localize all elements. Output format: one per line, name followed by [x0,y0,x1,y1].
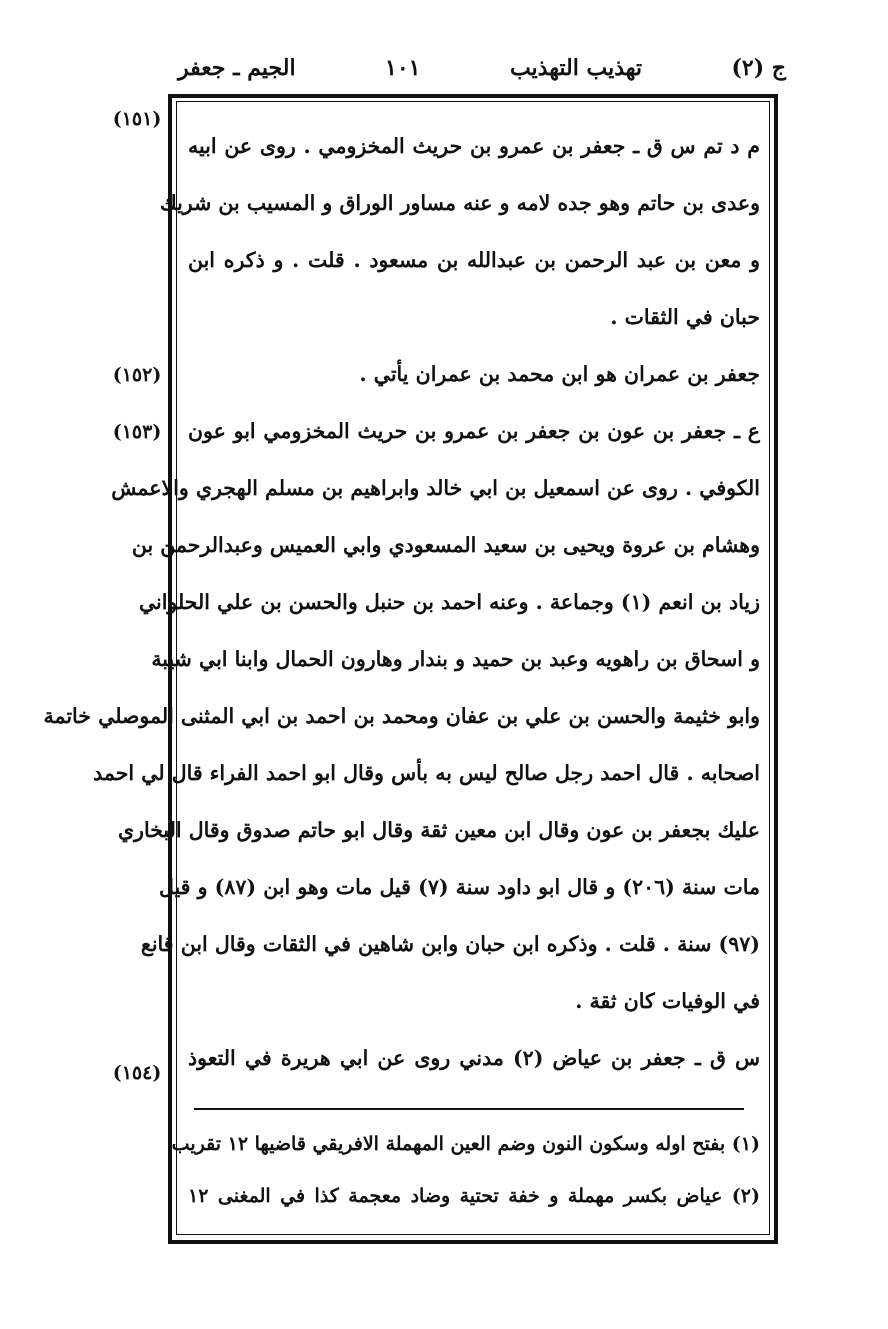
entry-number: (١٥٢) [112,364,162,386]
text-line: م د تم س ق ـ جعفر بن عمرو بن حريث المخزومي . روى عن ابيه [188,134,760,158]
text-line: جعفر بن عمران هو ابن محمد بن عمران يأتي . [359,362,760,386]
entry-number: (١٥٤) [112,1062,162,1084]
footnote: (٢) عياض بكسر مهملة و خفة تحتية وضاد معجمة كذا في المغنى ١٢ [188,1185,760,1207]
book-title: تهذيب التهذيب [509,55,643,81]
section-title: الجيم ـ جعفر [178,55,296,81]
entry-number: (١٥١) [112,108,162,130]
text-line: وابو خثيمة والحسن بن علي بن عفان ومحمد بن احمد بن ابي المثنى الموصلي خاتمة [43,704,760,728]
text-line: و معن بن عبد الرحمن بن عبدالله بن مسعود . قلت . و ذكره ابن [188,248,760,272]
text-line: مات سنة (٢٠٦) و قال ابو داود سنة (٧) قيل مات وهو ابن (٨٧) و قيل [158,875,760,899]
text-line: (٩٧) سنة . قلت . وذكره ابن حبان وابن شاهين في الثقات وقال ابن قانع [140,932,760,956]
volume-label: ج (٢) [731,55,786,81]
page-header [178,48,786,88]
footnotes [171,1118,760,1222]
text-line: اصحابه . قال احمد رجل صالح ليس به بأس وقال ابو احمد الفراء قال لي احمد [93,761,760,785]
footnote: (١) بفتح اوله وسكون النون وضم العين المهملة الافريقي قاضيها ١٢ تقريب [171,1133,760,1155]
text-line: س ق ـ جعفر بن عياض (٢) مدني روى عن ابي هريرة في التعوذ [188,1046,760,1070]
text-line: حبان في الثقات . [610,305,760,329]
page-number: ١٠١ [385,55,421,81]
footnote-divider [194,1108,744,1110]
text-line: وعدى بن حاتم وهو جده لامه و عنه مساور الوراق و المسيب بن شريك [159,191,760,215]
entry-number: (١٥٣) [112,421,162,443]
text-line: وهشام بن عروة ويحيى بن سعيد المسعودي وابي العميس وعبدالرحمن بن [131,533,760,557]
text-line: ع ـ جعفر بن عون بن جعفر بن عمرو بن حريث المخزومي ابو عون [188,419,760,443]
text-line: في الوفيات كان ثقة . [575,989,760,1013]
text-line: عليك بجعفر بن عون وقال ابن معين ثقة وقال ابو حاتم صدوق وقال البخاري [118,818,760,842]
text-line: زياد بن انعم (١) وجماعة . وعنه احمد بن حنبل والحسن بن علي الحلواني [138,590,760,614]
text-line: الكوفي . روى عن اسمعيل بن ابي خالد وابراهيم بن مسلم الهجري والاعمش [111,476,760,500]
text-line: و اسحاق بن راهويه وعبد بن حميد و بندار وهارون الحمال وابنا ابي شيبة [151,647,760,671]
